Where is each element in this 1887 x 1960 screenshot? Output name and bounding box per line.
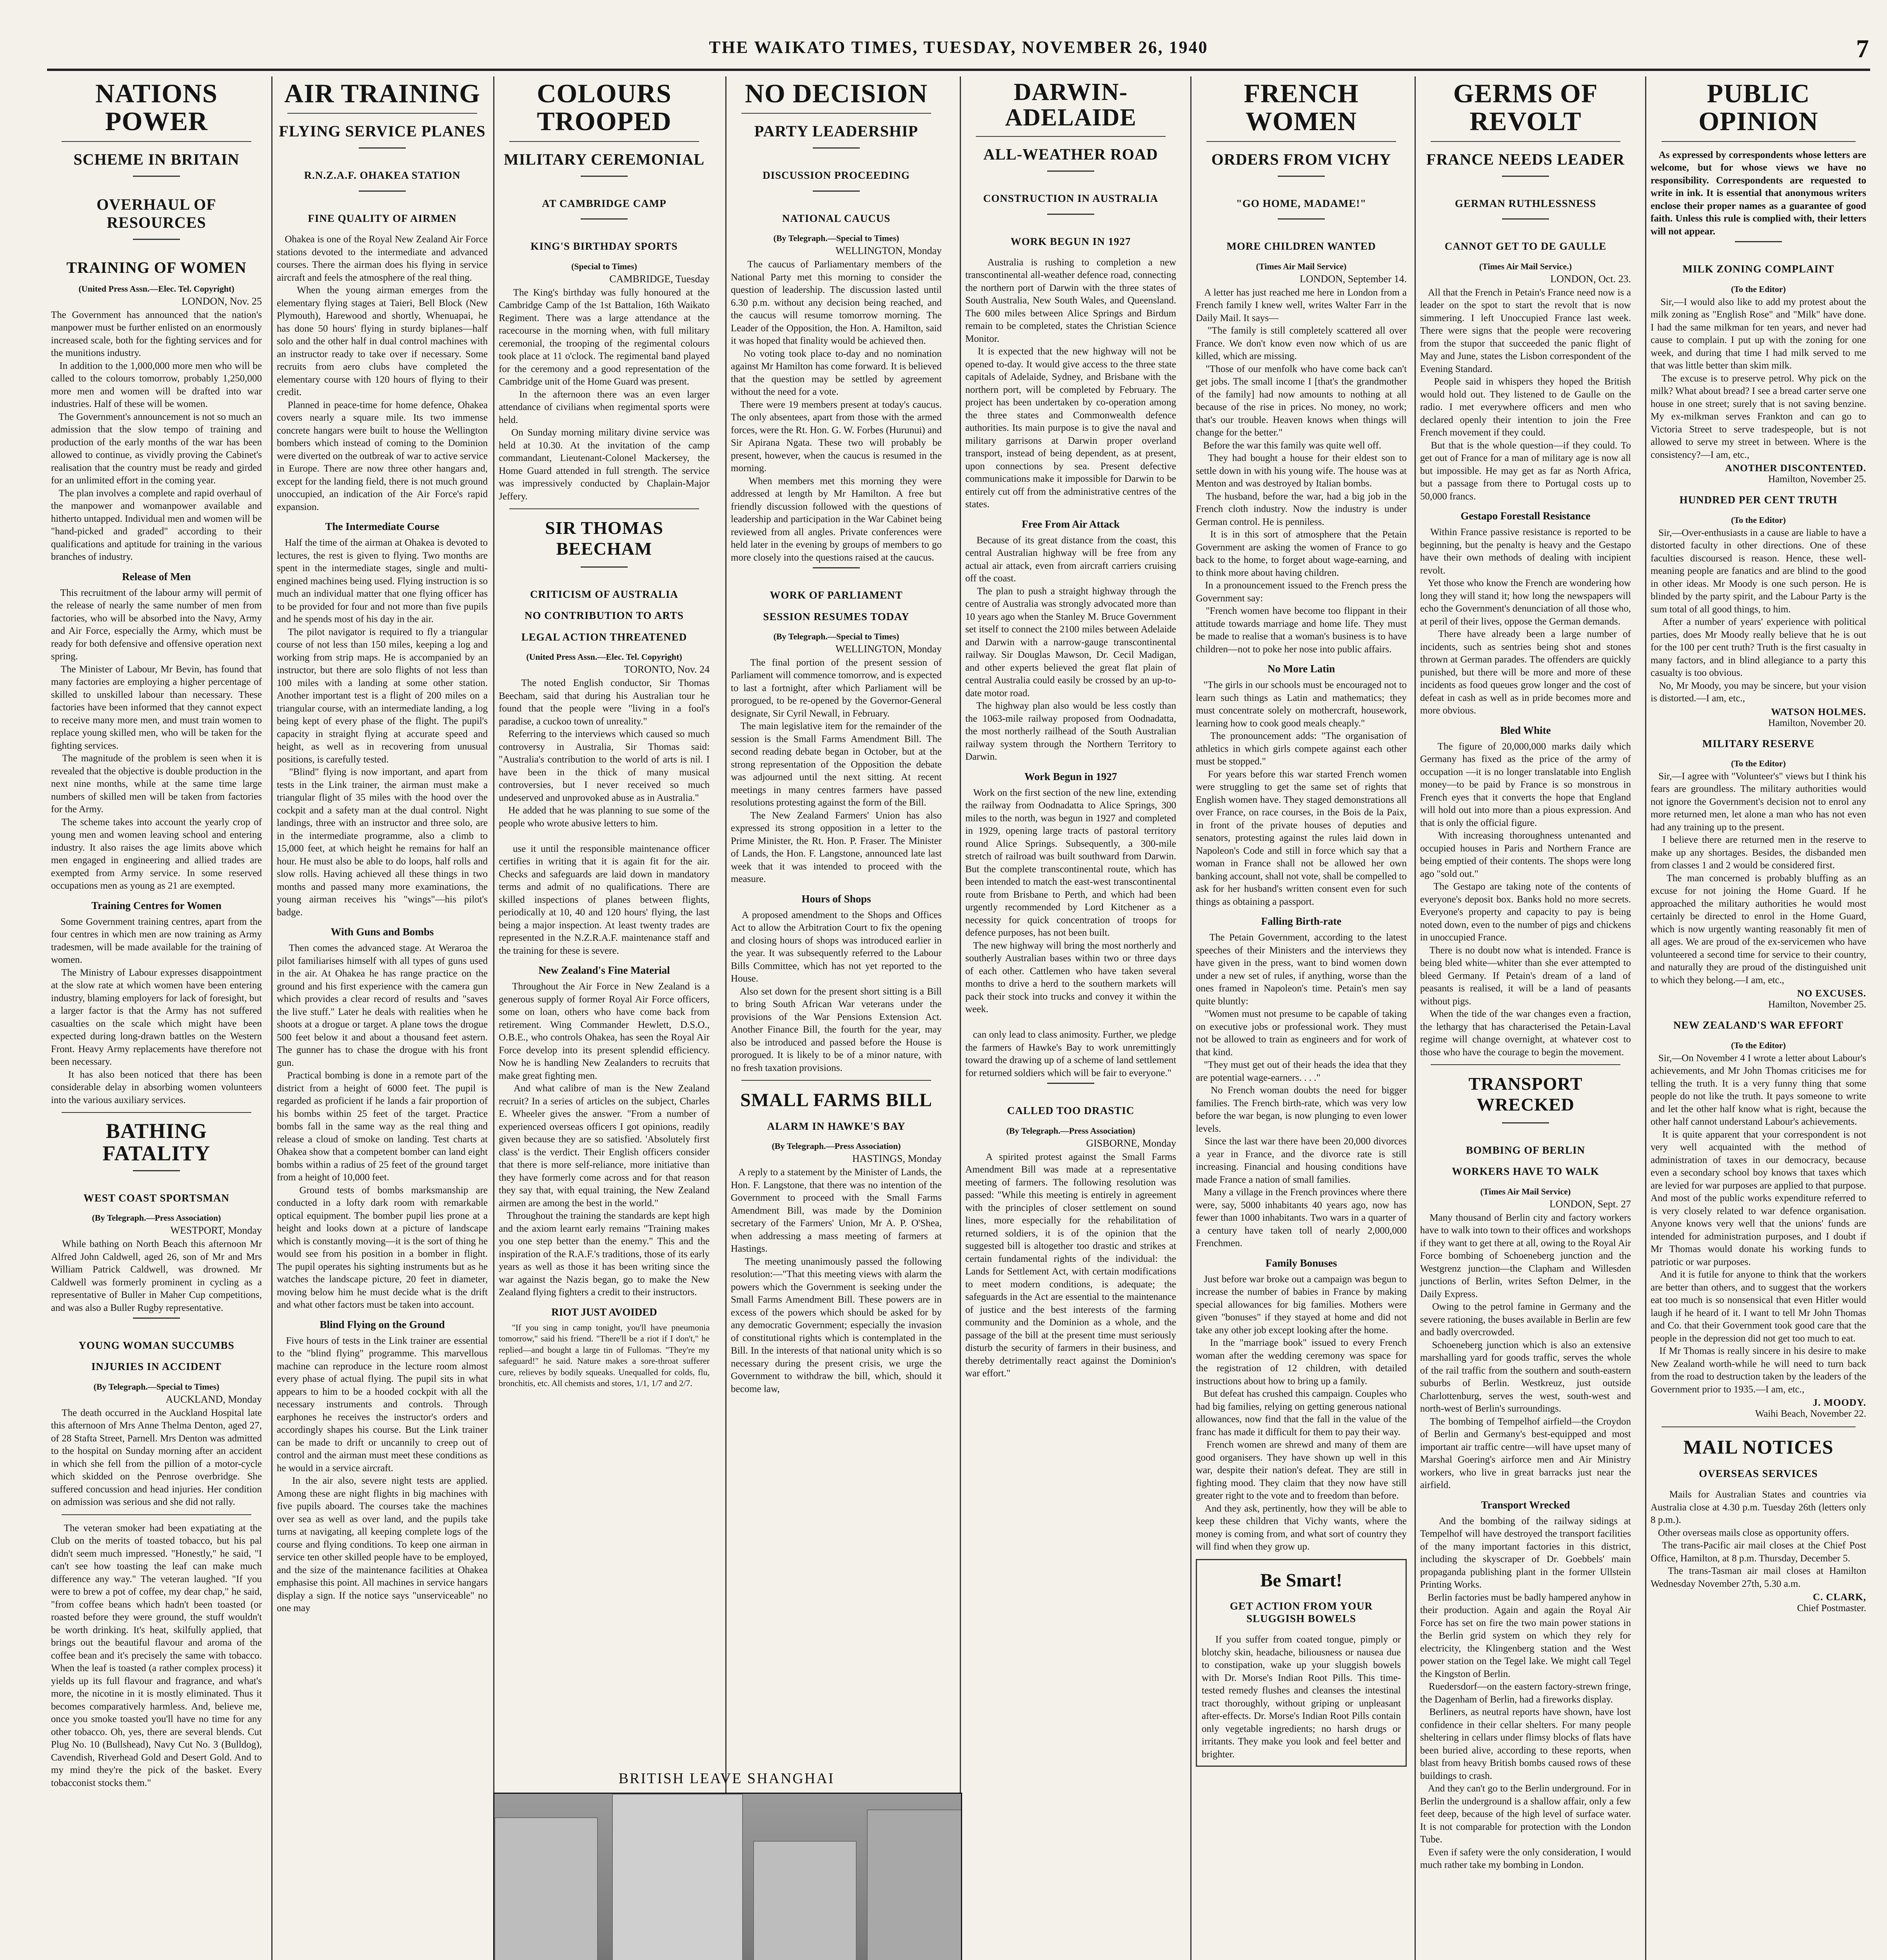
section-heading: No More Latin xyxy=(1268,663,1335,675)
dateline: HASTINGS, Monday xyxy=(852,1153,942,1165)
letter-body: Sir,—On November 4 I wrote a letter about Labour's achievements, and Mr John Thomas criticises me for telling the truth. It is a very funny thing that some people do not like the truth. It pays someone to write and let the other half know what is right, because the other half cannot understand Labour's achievements. It is quite apparent that your correspondent is not very well acquainted with the method of administration of taxes in our democracy, because even a secondary school boy knows that taxes which are levied for war purposes are applied to that purpose. And most of the public works expenditure referred to is very closely related to war defence organisation. Anyone knows very well that the unions' funds are intended for administration purposes, and I doubt if Mr Thomas would donate his working funds to patriotic or war purposes. And it is futile for anyone to think that the workers are better than others, and to suggest that the workers eat too much is so nonsensical that even Hitler would laugh if he heard of it. I want to tell Mr John Thomas and Co. that their Government took good care that the people in the depression did not get too much to eat. If Mr Thomas is really sincere in his desire to make New Zealand worth-while he will need to turn back from the road to destruction taken by the leaders of the Government prior to 1935.—I am, etc., xyxy=(1651,1053,1867,1395)
section-heading: Family Bonuses xyxy=(1265,1257,1337,1269)
signature-title: Chief Postmaster. xyxy=(1797,1603,1866,1614)
section-heading: Hours of Shops xyxy=(801,893,871,905)
divider xyxy=(1662,141,1856,143)
headline: AIR TRAINING xyxy=(284,78,481,108)
subheading: WORK OF PARLIAMENT xyxy=(770,589,903,601)
article-body: Then comes the advanced stage. At Weraroa the pilot familiarises himself with all types of guns used in the air. At Ohakea he has range practice on the ground and his first experience with the camera gun which provides a clear record of results and "saves the live stuff." Later he deals with realities when he shoots at a drogue or target. A plane tows the drogue 500 feet below it and about a thousand feet astern. The gunner has to chase the drogue with his front gun. Practical bombing is done in a remote part of the district from a height of 6000 feet. The pupil is regarded as proficient if he lands a fair proportion of his bombs within 25 feet of the target. Practice bombs fall in the same way as the real thing and release a cloud of smoke on landing. Test charts at Ohakea show that a competent bomber can land eight bombs within a radius of 25 feet of the ground target from a height of 10,000 feet. Ground tests of bombs marksmanship are conducted in a lofty dark room with remarkable optical equipment. The bomber pupil lies prone at a height and looks down at a picture of landscape which is constantly moving—it is the sort of thing he would see from his position in a bomber in flight. The pupil operates his sighting instruments but as he watches the landscape picture, 20 feet in diameter, moving below him he must decide what is the drift and what other factors must be taken into account. xyxy=(277,943,488,1310)
subheading: FLYING SERVICE PLANES xyxy=(279,122,486,140)
divider xyxy=(1047,171,1094,183)
headline: PUBLIC OPINION xyxy=(1698,78,1818,136)
to-editor-label: (To the Editor) xyxy=(1731,515,1786,525)
byline: (United Press Assn.—Elec. Tel. Copyright) xyxy=(78,283,234,294)
divider xyxy=(1047,214,1094,227)
section-heading: The Intermediate Course xyxy=(325,521,440,533)
masthead xyxy=(47,34,1870,65)
byline: (Special to Times) xyxy=(571,261,637,271)
divider xyxy=(813,191,860,203)
subheading: ALL-WEATHER ROAD xyxy=(983,145,1158,163)
divider xyxy=(813,147,860,160)
article-body: The Government has announced that the nation's manpower must be further enlisted on an enormously increased scale, both for the fighting services and for the munitions industry. In addition to the 1,000,000 more men who will be called to the colours tomorrow, probably 1,250,000 more men and women will be drafted into war industries. Half of these will be women. The Government's announcement is not so much an admission that the slow tempo of training and production of the early months of the war has been allowed to continue, as vividly proving the Cabinet's realisation that the country must be ready and girded for an unlimited effort in the coming year. The plan involves a complete and rapid overhaul of the manpower and womanpower available and hitherto untapped. Individual men and women will be "hand-picked and graded" according to their qualifications and aptitude for training in the various branches of industry. xyxy=(51,309,262,563)
divider xyxy=(62,141,251,143)
subheading: R.N.Z.A.F. OHAKEA STATION xyxy=(304,169,461,181)
dateline: LONDON, Nov. 25 xyxy=(182,295,262,307)
to-editor-label: (To the Editor) xyxy=(1731,758,1786,768)
divider xyxy=(741,1080,931,1082)
article-body: The death occurred in the Auckland Hospital late this afternoon of Mrs Anne Thelma Denton, aged 27, of 28 Stafta Street, Parnell. Mrs Denton was admitted to the hospital on Sunday morning after an accident in which she fell from the pillion of a motor-cycle which skidded on the Penrose overbridge. She suffered concussion and head injuries. Her condition on admission was serious and she did not rally. xyxy=(51,1407,265,1508)
divider xyxy=(581,566,628,579)
column-rule xyxy=(271,76,272,1960)
column-nations-power xyxy=(47,76,266,1960)
article-body: The Petain Government, according to the latest speeches of their Ministers and the interviews they have given in the press, want to bind women down under a new set of rules, if anything, worse than the ones framed in Napoleon's time. Petain's men say quite bluntly: "Women must not presume to be capable of taking on executive jobs or professional work. They must not be allowed to train as engineers and for work of that kind. "They must get out of their heads the idea that they are potential wage-earners. . . ." No French woman doubts the need for bigger families. The French birth-rate, which was very low before the war began, is now plunging to even lower levels. Since the last war there have been 20,000 divorces a year in France, and the divorce rate is still increasing. Financial and housing conditions have made France a nation of small families. Many a village in the French provinces where there were, say, 5000 inhabitants 40 years ago, now has fewer than 1000 inhabitants. Two wars in a quarter of a century have taken toll of nearly 2,000,000 Frenchmen. xyxy=(1196,932,1407,1249)
article-body: The noted English conductor, Sir Thomas Beecham, said that during his Australian tour he found that the people were "living in a fool's paradise, a cuckoo town of unreality." Referring to the interviews which caused so much controversy in Australia, Sir Thomas said: "Australia's contribution to the world of arts is nil. I have been in the thick of many musical controversies, but I never received so much undeserved and unprovoked abuse as in Australia." He added that he was planning to sue some of the people who wrote abusive letters to him. use it until the responsible maintenance officer certifies in writing that it is again fit for the air. Checks and safeguards are laid down in mandatory terms and admit of no qualifications. There are skilled inspections of planes between flights, periodically at 10, 40 and 120 hours' flying, the last being a major inspection. At least twenty trades are represented in the N.Z.R.A.F. maintenance staff and the training for these is severe. xyxy=(499,678,710,956)
subheading: MORE CHILDREN WANTED xyxy=(1226,240,1376,252)
column-air-training xyxy=(273,76,492,1960)
subheading: SESSION RESUMES TODAY xyxy=(763,610,910,622)
signature-place: Hamilton, November 25. xyxy=(1768,474,1866,485)
dateline: GISBORNE, Monday xyxy=(1086,1137,1176,1149)
building-shape xyxy=(612,1794,743,1960)
article-body: A reply to a statement by the Minister of Lands, the Hon. F. Langstone, that there was no intention of the Government to proceed with the Small Farms Amendment Bill, was made by the Dominion secretary of the Farmers' Union, Mr A. P. O'Shea, when addressing a mass meeting of farmers at Hastings. The meeting unanimously passed the following resolution:—"That this meeting views with alarm the powers which the Government is seeking under the Small Farms Amendment Bill. These powers are in excess of the powers which should be asked for by any democratic Government; especially the invasion of constitutional rights which is contemplated in the Bill. In the interests of that national unity which is so necessary during the present crisis, we urge the Government to withdraw the bill, which, should it become law, xyxy=(731,1167,942,1394)
dateline: WESTPORT, Monday xyxy=(170,1225,262,1236)
subheading: FINE QUALITY OF AIRMEN xyxy=(308,212,457,224)
divider xyxy=(741,113,931,115)
section-heading: New Zealand's Fine Material xyxy=(538,964,670,976)
subheading: DISCUSSION PROCEEDING xyxy=(763,169,910,181)
headline: NO DECISION xyxy=(745,78,928,108)
subheading: ORDERS FROM VICHY xyxy=(1211,150,1391,168)
signature-name: NO EXCUSES. xyxy=(1797,988,1866,999)
subheading: PARTY LEADERSHIP xyxy=(754,122,918,140)
letter-signature xyxy=(1651,988,1866,1010)
advertorial-body: The veteran smoker had been expatiating at the Club on the merits of toasted tobacco, but his pal didn't seem much impressed. "Honestly," he said, "I can't see how toasting the leaf can make much difference any way." The veteran laughed. "If you were to brew a pot of coffee, my dear chap," he said, "from coffee beans which hadn't been toasted (or roasted before they were ground, the stuff wouldn't be worth drinking. It's heat, skilfully applied, that brings out the beautiful flavour and aroma of the coffee bean and it's precisely the same with tobacco. When the leaf is toasted (a rather complex process) it yields up its full flavour and fragrance, and what's more, the nicotine in it is mostly eliminated. Thus it becomes comparatively harmless. And, believe me, once you smoke toasted you'll have no time for any other tobacco. Oh, yes, there are several blends. Cut Plug No. 10 (Bullshead), Navy Cut No. 3 (Bulldog), Cavendish, Riverhead Gold and Desert Gold. And to my mind they're the pick of the basket. Every tobacconist stocks them." xyxy=(51,1523,265,1788)
byline: (By Telegraph.—Special to Times) xyxy=(93,1381,220,1392)
photo-feature xyxy=(493,1770,960,1960)
subheading: NATIONAL CAUCUS xyxy=(782,212,891,224)
article-body: The caucus of Parliamentary members of the National Party met this morning to consider the question of leadership. The discussion lasted until 6.30 p.m. without any decision being reached, and the caucus will resume tomorrow morning. The Leader of the Opposition, the Hon. A. Hamilton, said it was hoped that finality would be achieved then. No voting took place to-day and no nomination against Mr Hamilton has come forward. It is believed that the question may be settled by agreement without the need for a vote. There were 19 members present at today's caucus. The only absentees, apart from those with the armed forces, were the Rt. Hon. G. W. Forbes (Hurunui) and Sir Apirana Ngata. These two will probably be present, however, when the caucus is resumed in the morning. When members met this morning they were addressed at length by Mr Hamilton. A free but friendly discussion followed with the questions of leadership and participation in the War Cabinet being reviewed from all angles. Private conferences were held later in the evening by groups of members to go more closely into the questions raised at the caucus. xyxy=(731,259,942,563)
signature-place: Hamilton, November 20. xyxy=(1768,717,1866,728)
top-rule xyxy=(47,69,1870,71)
subheading: FRANCE NEEDS LEADER xyxy=(1426,150,1625,168)
byline: (By Telegraph.—Press Association) xyxy=(1006,1125,1135,1136)
subheading: WORKERS HAVE TO WALK xyxy=(1452,1165,1599,1178)
signature-place: Waihi Beach, November 22. xyxy=(1755,1408,1866,1419)
divider xyxy=(287,113,477,115)
subheading: BOMBING OF BERLIN xyxy=(1466,1144,1586,1156)
subheading: ALARM IN HAWKE'S BAY xyxy=(767,1120,906,1132)
subheading: CRITICISM OF AUSTRALIA xyxy=(530,588,679,600)
to-editor-label: (To the Editor) xyxy=(1731,1040,1786,1050)
article-body: Australia is rushing to completion a new transcontinental all-weather defence road, connecting the northern port of Darwin with the three states of South Australia, New South Wales, and Queensland. The 600 miles between Alice Springs and Birdum remain to be completed, states the Christian Science Monitor. It is expected that the new highway will not be opened to-day. It would give access to the three state capitals of Adelaide, Sydney, and Brisbane with the northern port, will be completed by February. The project has been undertaken by co-operation among the three states and Commonwealth defence authorities. Its main purpose is to give the naval and military garrisons at Darwin proper overland transport, instead of being dependent, as at present, upon connections by sea. Present defective communications make it impossible for Darwin to be entirely cut off from the administrative centres of the states. xyxy=(965,257,1176,510)
page-number: 7 xyxy=(1856,34,1870,63)
subheading: OVERHAUL OF RESOURCES xyxy=(96,195,216,231)
dateline: WELLINGTON, Monday xyxy=(835,245,942,257)
masthead-title: THE WAIKATO TIMES, TUESDAY, NOVEMBER 26, 1940 xyxy=(709,38,1208,57)
divider xyxy=(1502,1122,1549,1135)
headline: FRENCH WOMEN xyxy=(1244,78,1359,136)
section-heading: Release of Men xyxy=(122,570,191,583)
divider xyxy=(359,191,406,203)
column-colours-trooped xyxy=(495,76,714,1762)
headline: TRANSPORT WRECKED xyxy=(1468,1074,1583,1114)
dateline: TORONTO, Nov. 24 xyxy=(624,664,710,675)
signature-name: WATSON HOLMES. xyxy=(1771,706,1866,717)
letter-heading: HUNDRED PER CENT TRUTH xyxy=(1679,494,1838,506)
article-body: The final portion of the present session of Parliament will commence tomorrow, and is expected to last a fortnight, after which Parliament will be prorogued, to be re-opened by the Governor-General designate, Sir Cyril Newall, in February. The main legislative item for the remainder of the session is the Small Farms Amendment Bill. The second reading debate began in October, but at the strong representation of the Opposition the debate was adjourned until the next sitting. At recent meetings in many centres farmers have passed resolutions protesting against the form of the Bill. The New Zealand Farmers' Union has also expressed its strong opposition in a letter to the Prime Minister, the Rt. Hon. P. Fraser. The Minister of Lands, the Hon. F. Langstone, announced late last week that it was intended to proceed with the measure. xyxy=(731,657,942,885)
dateline: AUCKLAND, Monday xyxy=(165,1393,262,1405)
subheading: YOUNG WOMAN SUCCUMBS xyxy=(78,1339,234,1352)
subheading: NO CONTRIBUTION TO ARTS xyxy=(525,610,684,622)
divider xyxy=(509,508,699,511)
section-heading: Blind Flying on the Ground xyxy=(320,1318,445,1330)
section-heading: RIOT JUST AVOIDED xyxy=(551,1306,657,1318)
subheading: CANNOT GET TO DE GAULLE xyxy=(1444,240,1607,252)
building-shape xyxy=(494,1817,598,1960)
subheading: OVERSEAS SERVICES xyxy=(1699,1467,1818,1479)
divider xyxy=(1431,1064,1620,1067)
headline: MAIL NOTICES xyxy=(1683,1436,1834,1458)
advertisement-body: "If you sing in camp tonight, you'll have pneumonia tomorrow," said his friend. "There'll be a riot if I don't," he replied—and bought a large tin of Fullomas. "They're my safeguard!" he said. Nature makes a sore-throat sufferer cure, relieves by bodily squeaks. Unequalled for colds, flu, bronchitis, etc. All chemists and stores, 1/1, 1/7 and 2/7. xyxy=(499,1322,712,1388)
headline: COLOURS TROOPED xyxy=(537,78,672,136)
article-body: While bathing on North Beach this afternoon Mr Alfred John Caldwell, aged 26, son of Mr and Mrs William Patrick Caldwell, was drowned. Mr Caldwell was formerly prominent in cycling as a representative of Buller in Maher Cup competitions, and was also a Buller Rugby representative. xyxy=(51,1239,265,1313)
column-germs-of-revolt xyxy=(1416,76,1635,1960)
article-body: Within France passive resistance is reported to be beginning, but the penalty is heavy and the Gestapo have their own methods of dealing with incipient revolt. Yet those who know the French are wondering how long they will stand it; how long the newspapers will echo the Government's denunciation of all those who, at peril of their lives, oppose the German demands. There have already been a large number of incidents, such as sentries being shot and stones thrown at German parades. The offenders are quickly punished, but there will be more and more of these incidents as food queues grow longer and the cost of defeat in cash as well as in pride becomes more and more obvious. xyxy=(1420,527,1631,716)
section-heading: With Guns and Bombs xyxy=(331,926,434,938)
column-rule xyxy=(1645,76,1646,1960)
letter-body: Sir,—I agree with "Volunteer's" views but I think his fears are groundless. The military authorities would not ignore the Government's decision not to enrol any more returned men, let alone a man who has not even had any training up to the present. I believe there are returned men in the reserve to make up any shortages. Besides, the disbanded men from classes 1 and 2 would be considered first. The man concerned is probably bluffing as an excuse for not joining the Home Guard. If he approached the military authorities he would most certainly be directed to enrol in the Home Guard, which is now urgently wanting reasonably fit men of all ages. We are proud of the ex-servicemen who have volunteered a second time for service to their country, and naturally they are proud of the distinguished unit to which they belong.—I am, etc., xyxy=(1651,771,1867,985)
byline: (Times Air Mail Service) xyxy=(1480,1186,1571,1196)
article-body: Some Government training centres, apart from the four centres in which men are now training as Army tradesmen, will be made available for the training of women. The Ministry of Labour expresses disappointment at the slow rate at which women have been entering industry, blaming employers for lack of foresight, but a larger factor is that the Army has not suffered casualties on the scale which might have been expected during long-drawn battles on the Western Front. Heavy Army replacements have therefore not been necessary. It has also been noticed that there has been considerable delay in absorbing women volunteers into the various auxiliary services. xyxy=(51,916,262,1105)
byline: (By Telegraph.—Press Association) xyxy=(772,1141,901,1151)
column-french-women xyxy=(1192,76,1411,1960)
letter-heading: MILK ZONING COMPLAINT xyxy=(1682,263,1834,275)
signature-name: ANOTHER DISCONTENTED. xyxy=(1725,463,1866,474)
divider xyxy=(133,1170,180,1183)
article-body: The figure of 20,000,000 marks daily which Germany has fixed as the price of the army of occupation —it is no longer translatable into English money—to be paid by France is so monstrous in French eyes that it converts the hope that England will hold out into more than a pious expression. And that is only the official figure. With increasing thoroughness untenanted and occupied houses in Paris and Northern France are being emptied of their contents. The shops were long ago "sold out." The Gestapo are taking note of the contents of everyone's deposit box. Banks hold no more secrets. Everyone's property and capacity to pay is being noted down, even to the number of pigs and chickens in unoccupied France. There is no doubt now what is intended. France is being bled white—whiter than she ever attempted to bleed Germany. If Petain's dream of a land of peasants is realised, it will be a land of peasants without pigs. When the tide of the war changes even a fraction, the lethargy that has characterised the Petain-Laval regime will change overnight, at whatever cost to those who have the courage to begin the movement. xyxy=(1420,741,1631,1058)
article-body: A spirited protest against the Small Farms Amendment Bill was made at a representative meeting of farmers. The following resolution was passed: "While this meeting is entirely in agreement with the principles of closer settlement on sound lines, more especially for the rehabilitation of returned soldiers, it is of the opinion that the suggested bill is altogether too drastic and strikes at certain fundamental rights of the individual: the Lands for Settlement Act, with certain modifications to meet modern conditions, is adequate; the safeguards in the Act are essential to the maintenance of justice and the best interests of the farming community and the Dominion as a whole, and the passage of the bill at the present time must seriously disturb the security of farmers in their business, and thereby detrimentally react against the Dominion's war effort." xyxy=(965,1151,1179,1379)
advertisement-subheading: GET ACTION FROM YOUR SLUGGISH BOWELS xyxy=(1230,1600,1373,1624)
subheading: TRAINING OF WOMEN xyxy=(66,258,247,276)
section-heading: Free From Air Attack xyxy=(1022,518,1120,530)
mail-notice-body: Mails for Australian States and countries via Australia close at 4.30 p.m. Tuesday 26th (letters only 8 p.m.). Other overseas mails close as opportunity offers. The trans-Pacific air mail closes at the Chief Post Office, Hamilton, at 8 p.m. Thursday, December 5. The trans-Tasman air mail closes at Hamilton Wednesday November 27th, 5.30 a.m. xyxy=(1651,1489,1867,1589)
divider xyxy=(1735,241,1782,254)
headline: NATIONS POWER xyxy=(95,78,218,136)
divider xyxy=(1047,1083,1094,1096)
subheading: WEST COAST SPORTSMAN xyxy=(83,1192,230,1204)
article-body: All that the French in Petain's France need now is a leader on the spot to start the revolt that is now simmering. I left Unoccupied France last week. There were signs that the people were recovering from the stupor that succeeded the panic flight of May and June, states the Lisbon correspondent of the Evening Standard. People said in whispers they hoped the British would hold out. They listened to de Gaulle on the radio. I met everywhere officers and men who declared openly their intention to join the Free French movement if they could. But that is the whole question—if they could. To get out of France for a man of military age is now all but impossible. He may get as far as North Africa, but a passage from there to Portugal costs up to 50,000 francs. xyxy=(1420,287,1631,502)
divider xyxy=(813,567,860,580)
article-body: And the bombing of the railway sidings at Tempelhof will have destroyed the transport facilities of the many important factories in this district, including the skyscraper of Dr. Goebbels' main propaganda publishing plant in the former Ullstein Printing Works. Berlin factories must be badly hampered anyhow in their production. Again and again the Royal Air Force has set on fire the two main power stations in the Berlin grid system on which they rely for electricity, the Klingenberg station and the West power station on the Tegel lake. We might call Tegel the Kingston of Berlin. Ruedersdorf—on the eastern factory-strewn fringe, the Dagenham of Berlin, had a fireworks display. Berliners, as neutral reports have shown, have lost confidence in their cellar shelters. For many people sheltering in cellars under flimsy blocks of flats have been buried alive, according to these reports, when blast from heavy British bombs caused rows of these buildings to crash. And they can't go to the Berlin underground. For in Berlin the underground is a shallow affair, only a few feet deep, because of the high level of surface water. It is not comparable for protection with the London Tube. Even if safety were the only consideration, I would much rather take my bombing in London. xyxy=(1420,1515,1631,1871)
column-rule xyxy=(493,76,494,1960)
column-rule xyxy=(1190,76,1191,1960)
dateline: LONDON, Oct. 23. xyxy=(1550,273,1631,285)
building-shape xyxy=(753,1841,857,1960)
byline: (Times Air Mail Service) xyxy=(1256,261,1347,271)
subheading: "GO HOME, MADAME!" xyxy=(1236,197,1367,209)
divider xyxy=(1502,218,1549,231)
advertisement-body: If you suffer from coated tongue, pimply or blotchy skin, headache, biliousness or nausea due to constipation, wake up your sluggish bowels with Dr. Morse's Indian Root Pills. This time-tested remedy flushes and cleanses the intestinal tract thoroughly, without griping or unpleasant after-effects. Dr. Morse's Indian Root Pills contain only vegetable ingredients; no harsh drugs or irritants. They make you look and feel better and brighter. xyxy=(1202,1634,1404,1760)
article-body: "The girls in our schools must be encouraged not to learn such things as Latin and mathematics; they must concentrate solely on mothercraft, housework, learning how to cook good meals cheaply." The pronouncement adds: "The organisation of athletics in which girls compete against each other must be stopped." For years before this war started French women were struggling to get the same set of rights that English women have. They staged demonstrations all over France, on race courses, in the Bois de la Paix, in front of the private houses of deputies and senators, protesting against the rules laid down in Napoleon's Code and still in force which say that a woman in France shall not be allowed her own banking account, shall not vote, shall be compelled to ask for her husband's written consent even for such things as obtaining a passport. xyxy=(1196,680,1407,907)
section-heading: Transport Wrecked xyxy=(1481,1499,1570,1511)
divider xyxy=(1431,141,1620,143)
letter-signature xyxy=(1651,463,1866,485)
article-body: Because of its great distance from the coast, this central Australian highway will be free from any actual air attack, even from aircraft carriers cruising off the coast. The plan to push a straight highway through the centre of Australia was strongly advocated more than 10 years ago when the Stanley M. Bruce Government set itself to connect the 2100 miles between Adelaide and Darwin with a narrow-gauge transcontinental railway. Sir Douglas Mawson, Dr. Cecil Madigan, and other experts believed the great flat plain of central Australia could easily be crossed by an up-to-date motor road. The highway plan also would be less costly than the 1063-mile railway proposed from Oodnadatta, the most northerly railhead of the South Australian railway system through the Northern Territory to Darwin. xyxy=(965,535,1177,762)
byline: (United Press Assn.—Elec. Tel. Copyright) xyxy=(526,652,682,662)
subheading: AT CAMBRIDGE CAMP xyxy=(542,197,667,209)
divider xyxy=(359,147,406,160)
photo-title: BRITISH LEAVE SHANGHAI xyxy=(618,1770,835,1787)
dateline: WELLINGTON, Monday xyxy=(835,643,942,655)
column-rule xyxy=(725,76,726,1960)
byline: (By Telegraph.—Special to Times) xyxy=(773,631,899,641)
divider xyxy=(1502,176,1549,189)
section-heading: Bled White xyxy=(1500,724,1551,736)
subheading: WORK BEGUN IN 1927 xyxy=(1010,235,1131,247)
article-body: This recruitment of the labour army will permit of the release of nearly the same number of men from factories, who will be absorbed into the Navy, Army and Air Force, especially the Army, which must be ready for both defensive and offensive operation next spring. The Minister of Labour, Mr Bevin, has found that many factories are employing a higher percentage of skilled to unskilled labour than necessary. These factories have been informed that they cannot expect to receive many more men, and must train women to replace young skilled men, who will be taken for the fighting services. The magnitude of the problem is seen when it is revealed that the objective is double production in the next nine months, while at the same time large numbers of skilled men will be taken from factories for the Army. The scheme takes into account the yearly crop of young men and women leaving school and entering industry. It also raises the age limits above which men engaged in engineering and allied trades are exempted from Army service. In some reserved occupations men as young as 21 are exempted. xyxy=(51,587,262,891)
divider xyxy=(1662,1426,1856,1429)
advertisement-box xyxy=(1196,1559,1407,1767)
notice-signature xyxy=(1651,1592,1866,1614)
divider xyxy=(581,176,628,189)
headline: SIR THOMAS BEECHAM xyxy=(545,518,663,559)
signature-name: C. CLARK, xyxy=(1813,1592,1866,1603)
article-body: Ohakea is one of the Royal New Zealand Air Force stations devoted to the intermediate and advanced courses. There the airman does his flying in service aircraft and feels the atmosphere of the real thing. When the young airman emerges from the elementary flying stages at Taieri, Bell Block (New Plymouth), Harewood and shortly, Whenuapai, he has done 50 hours' flying in sturdy biplanes—half solo and the other half in dual control machines with an instructor ready to take over if necessary. Some recruits from aero clubs have completed the elementary course with 120 hours of flying to their credit. Planned in peace-time for home defence, Ohakea covers nearly a square mile. Its two immense concrete hangars were built to house the Wellington bombers which instead of coming to the Dominion were diverted on the outbreak of war to active service in Europe. There are now three other hangars and, except for the landing field, there is not much ground unoccupied, an indication of the Air Force's rapid expansion. xyxy=(277,234,488,512)
byline: (By Telegraph.—Special to Times) xyxy=(773,233,899,243)
advertisement-headline: Be Smart! xyxy=(1260,1570,1342,1591)
subheading: MILITARY CEREMONIAL xyxy=(503,150,705,168)
section-heading: Work Begun in 1927 xyxy=(1024,770,1117,782)
article-body: The King's birthday was fully honoured at the Cambridge Camp of the 1st Battalion, 16th Waikato Regiment. There was a large attendance at the racecourse in the morning when, with full military ceremonial, the trooping of the regimental colours took place at 11 o'clock. The regimental band played for the ceremony and a good representation of the Cambridge unit of the Home Guard was present. In the afternoon there was an even larger attendance of civilians when regimental sports were held. On Sunday morning military divine service was held at 10.30. At the invitation of the camp commandant, Lieutenant-Colonel Mackersey, the Home Guard attended in full strength. The service was impressively conducted by Chaplain-Major Jeffery. xyxy=(499,287,710,502)
article-body: Many thousand of Berlin city and factory workers have to walk into town to their offices and workshops if they want to get there at all, owing to the Royal Air Force bombing of Schoeneberg junction and the Westgrenz junction—the Clapham and Willesden junctions of Berlin, writes Sefton Delmer, in the Daily Express. Owing to the petrol famine in Germany and the severe rationing, the buses available in Berlin are few and badly overcrowded. Schoeneberg junction which is also an extensive marshalling yard for goods traffic, serves the whole of the rail traffic from the southern and south-eastern suburbs of Berlin. Westkreuz, just outside Charlottenburg, serves the west, south-west and north-west of Berlin's surroundings. The bombing of Tempelhof airfield—the Croydon of Berlin and Germany's best-equipped and most important air traffic centre—will have upset many of Marshal Goering's airforce men and Air Ministry workers, who live in great barracks just near the airfield. xyxy=(1420,1212,1631,1491)
subheading: LEGAL ACTION THREATENED xyxy=(521,631,687,643)
divider xyxy=(1278,176,1325,189)
divider xyxy=(133,1318,180,1330)
signature-place: Hamilton, November 25. xyxy=(1768,999,1866,1010)
subheading: CONSTRUCTION IN AUSTRALIA xyxy=(983,192,1159,205)
dateline: CAMBRIDGE, Tuesday xyxy=(609,273,710,285)
headline: GERMS OF REVOLT xyxy=(1453,78,1598,136)
headline: BATHING FATALITY xyxy=(102,1119,211,1165)
column-rule xyxy=(960,76,961,1960)
editorial-note: As expressed by correspondents whose letters are welcome, but for whose views we have no responsibility. Correspondents are requested to write in ink. It is essential that anonymous writers enclose their proper names as a guarantee of good faith. Unless this rule is complied with, their letters will not appear. xyxy=(1651,149,1869,237)
subheading: INJURIES IN ACCIDENT xyxy=(91,1361,222,1373)
byline: (By Telegraph.—Press Association) xyxy=(92,1213,221,1223)
building-shape xyxy=(867,1809,962,1960)
article-body: Throughout the Air Force in New Zealand is a generous supply of former Royal Air Force officers, some on loan, others who have come back from retirement. Wing Commander Hewlett, D.S.O., O.B.E., who controls Ohakea, has seen the Royal Air Force develop into its present splendid efficiency. Now he is handling New Zealanders to recruits that make great fighting men. And what calibre of man is the New Zealand recruit? In a series of articles on the subject, Charles E. Wheeler gives the answer. "From a number of experienced overseas officers I got opinions, readily given because they are so satisfied. 'Absolutely first class' is the verdict. Their English officers consider that there is more self-reliance, more initiative than they have formerly come across and for that reason they say that, with equal training, the New Zealand airmen are among the best in the world." Throughout the training the standards are kept high and the axiom learnt early remains "Training makes you one step better than the enemy." This and the inspiration of the R.A.F.'s traditions, those of its early years as well as those it has been writing since the war against the Nazis began, go to make the New Zealand flying fighters a credit to their instructors. xyxy=(499,981,710,1298)
divider xyxy=(581,218,628,231)
letter-heading: MILITARY RESERVE xyxy=(1702,737,1815,750)
letter-body: Sir,—Over-enthusiasts in a cause are liable to have a distorted faculty in other directions. One of these faculties discoursed is reason. Hence, these well-meaning people are fanatics and are blind to the good in other ideas. Mr Moody is one such person. He is blinded by the party spirit, and the Labour Party is the sum total of all good things, to him. After a number of years' experience with political parties, does Mr Moody really believe that he is out for the 100 per cent truth? Truth is the first casualty in many factors, and in blind allegiance to a party this casualty is too obvious. No, Mr Moody, you may be sincere, but your vision is distorted.—I am, etc., xyxy=(1651,527,1867,704)
letter-heading: NEW ZEALAND'S WAR EFFORT xyxy=(1673,1019,1843,1031)
headline: DARWIN-ADELAIDE xyxy=(1005,79,1137,131)
headline: SMALL FARMS BILL xyxy=(740,1090,932,1111)
divider xyxy=(133,239,180,252)
subheading: SCHEME IN BRITAIN xyxy=(73,150,240,168)
section-heading: Gestapo Forestall Resistance xyxy=(1460,510,1591,522)
shanghai-photo xyxy=(493,1793,962,1960)
section-heading: Training Centres for Women xyxy=(91,899,222,911)
dateline: LONDON, September 14. xyxy=(1300,273,1407,285)
byline: (Times Air Mail Service.) xyxy=(1479,261,1572,271)
to-editor-label: (To the Editor) xyxy=(1731,284,1786,294)
letter-body: Sir,—I would also like to add my protest about the milk zoning as "English Rose" and "Milk" have done. I had the same milkman for ten years, and never had cause to complain. I put up with the zoning for one week, and during that time I had milk served to me that was little better than skim milk. The excuse is to preserve petrol. Why pick on the milk? What about bread? I see a bread carter serve one house in one street; surely that is not saving benzine. My ex-milkman serves Frankton and can go to Victoria Street to serve tradespeople, but is not allowed to serve my street in between. Where is the consistency?—I am, etc., xyxy=(1651,296,1867,460)
subheading: KING'S BIRTHDAY SPORTS xyxy=(530,240,678,252)
divider xyxy=(1278,218,1325,231)
divider xyxy=(1206,141,1396,143)
divider xyxy=(509,141,699,143)
subheading: GERMAN RUTHLESSNESS xyxy=(1455,197,1596,209)
column-rule xyxy=(1415,76,1416,1960)
dateline: LONDON, Sept. 27 xyxy=(1549,1198,1631,1210)
article-body: Five hours of tests in the Link trainer are essential to the "blind flying" programme. This marvellous machine can reproduce in the lecture room almost every phase of actual flying. The pupil sits in what appears to him to be a hooded cockpit with all the necessary instruments and controls. Through earphones he receives the instructor's orders and accordingly shapes his course. But the Link trainer can be made to drift or uncannily to creep out of control and the airman must meet these conditions as he would in a service aircraft. In the air also, severe night tests are applied. Among these are night flights in big machines with five pupils aboard. The courses take the machines over sea as well as over land, and the pupils take turns at navigating, all keeping complete logs of the course and flying conditions. To keep one airman in service ten other skilled people have to be employed, and the size of the maintenance facilities at Ohakea emphasise this point. All machines in service hangars display a sign. If the notice says "unserviceable" no one may xyxy=(277,1335,488,1614)
article-body: Just before war broke out a campaign was begun to increase the number of babies in France by making special allowances for big families. Mothers were given "bonuses" if they stayed at home and did not take any other job except looking after the home. In the "marriage book" issued to every French woman after the wedding ceremony was space for the registration of 12 children, with detailed instructions about how to bring up a family. But defeat has crushed this campaign. Couples who had big families, relying on getting generous national allowances, now find that the fall in the value of the franc has made it difficult for them to pay their way. French women are shrewd and many of them are good organisers. They have shown up well in this war, despite their nation's defeat. They are still in fighting mood. They claim that they now have still greater right to the vote and to freedom than before. And they ask, pertinently, how they will be able to keep these children that Vichy wants, where the money is coming from, and what sort of country they will find when they grow up. xyxy=(1196,1274,1407,1552)
column-no-decision xyxy=(727,76,946,1762)
divider xyxy=(976,136,1166,138)
letter-signature xyxy=(1651,1397,1866,1419)
article-body: Half the time of the airman at Ohakea is devoted to lectures, the rest is given to flying. Two months are spent in the intermediate stages, single and multi-engined machines being used. Flying instruction is so much an individual matter that one flying officer has to be provided for four and not more than five pupils and he spends most of his day in the air. The pilot navigator is required to fly a triangular course of not less than 150 miles, keeping a log and working from strip maps. He is accompanied by an instructor, but there are solo flights of not less than 100 miles with a landing at some other station. Another important test is a flight of 200 miles on a triangular course, with an intermediate landing, a log being kept of every phase of the flight. The pupil's capacity in straight flying at accurate speed and height, as well as in recovering from unusual positions, is carefully tested. "Blind" flying is now important, and apart from tests in the Link trainer, the airman must make a triangular flight of 35 miles with the hood over the cockpit and a safety man at the dual control. Night landings, three with an instructor and three solo, are in the intermediate programme, also a climb to 15,000 feet, at which height he remains for half an hour. He must also be able to do loops, half rolls and slow rolls. Having achieved all these things in two months and passed many more examinations, the young airman receives his "wings"—his pilot's badge. xyxy=(277,537,488,918)
divider xyxy=(133,176,180,189)
article-body: Work on the first section of the new line, extending the railway from Oodnadatta to Alice Springs, 300 miles to the north, was begun in 1927 and completed in 1929, opening large tracts of pastoral territory round Alice Springs. Subsequently, a 300-mile stretch of railroad was built southward from Darwin. But the complete transcontinental route, which has been intended to match the east-west transcontinental route from Brisbane to Perth, and which had been urgently recommended by Lord Kitchener as a necessity for quick concentration of troops for defence purposes, has not been built. The new highway will bring the most northerly and southerly Australian bases within two or three days of each other. Cattlemen who have taken several months to drive a herd to the southern markets will pack their stock into trucks and convey it within the week. can only lead to class animosity. Further, we pledge the farmers of Hawke's Bay to work unremittingly toward the drawing up of a scheme of land settlement for returned soldiers which will be fair to everyone." xyxy=(965,787,1177,1078)
signature-name: J. MOODY. xyxy=(1813,1397,1866,1408)
divider xyxy=(62,1112,251,1114)
column-darwin-adelaide xyxy=(961,76,1180,1762)
article-body: A proposed amendment to the Shops and Offices Act to allow the Arbitration Court to fix the opening and closing hours of shops was introduced earlier in the year. It was subsequently referred to the Labour Bills Committee, which has not yet reported to the House. Also set down for the present short sitting is a Bill to bring South African War veterans under the provisions of the War Pensions Extension Act. Another Finance Bill, the fourth for the year, may also be introduced and passed before the House is prorogued. It is likely to be of a minor nature, with no fresh taxation provisions. xyxy=(731,909,942,1073)
letter-signature xyxy=(1651,707,1866,729)
article-body: A letter has just reached me here in London from a French family I knew well, writes Walter Farr in the Daily Mail. It says— "The family is still completely scattered all over France. We don't know even now which of us are killed, which are missing. "Those of our menfolk who have come back can't get jobs. The small income I [that's the grandmother of the family] had now amounts to nothing at all because of the rise in prices. No money, no work; that's our trouble. Heaven knows when things will change for the better." Before the war this family was quite well off. They had bought a house for their eldest son to settle down in with his young wife. The house was at Menton and was destroyed by Italian bombs. The husband, before the war, had a big job in the French cloth industry. Now the industry is under German control. He is penniless. It is in this sort of atmosphere that the Petain Government are asking the women of France to go back to the home, to forget about wage-earning, and to think more about having children. In a pronouncement issued to the French press the Government say: "French women have become too flippant in their attitude towards marriage and home life. They must be made to realise that a woman's business is to have children—not to poke her nose into public affairs. xyxy=(1196,287,1407,655)
column-public-opinion xyxy=(1647,76,1870,1960)
divider xyxy=(62,1514,251,1517)
subheading: CALLED TOO DRASTIC xyxy=(1007,1105,1135,1117)
section-heading: Falling Birth-rate xyxy=(1261,915,1342,927)
